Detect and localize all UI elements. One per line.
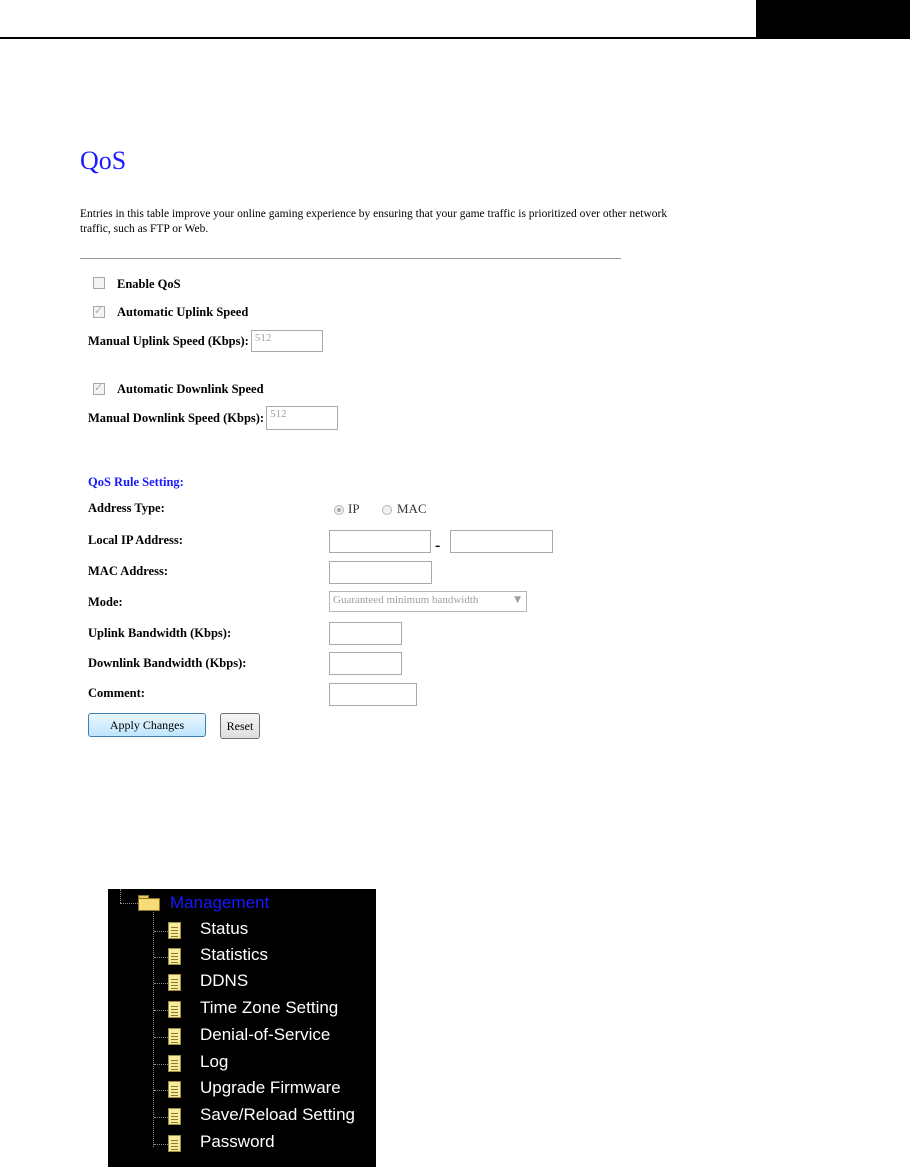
local-ip-start-input[interactable] xyxy=(329,530,431,553)
document-icon xyxy=(168,1055,181,1072)
local-ip-end-input[interactable] xyxy=(450,530,553,553)
uplink-bandwidth-input[interactable] xyxy=(329,622,402,645)
document-icon xyxy=(168,948,181,965)
document-icon xyxy=(168,922,181,939)
mac-address-label: MAC Address: xyxy=(88,564,168,578)
apply-changes-button[interactable]: Apply Changes xyxy=(88,713,206,737)
folder-icon xyxy=(138,895,160,910)
downlink-bandwidth-label: Downlink Bandwidth (Kbps): xyxy=(88,656,247,670)
enable-qos-checkbox[interactable] xyxy=(93,277,105,289)
manual-uplink-row xyxy=(88,330,323,352)
downlink-bandwidth-input[interactable] xyxy=(329,652,402,675)
document-icon xyxy=(168,1001,181,1018)
menu-item-upgrade-firmware[interactable] xyxy=(154,1078,374,1104)
menu-item-label: DDNS xyxy=(200,971,249,990)
address-type-mac-radio[interactable] xyxy=(382,505,392,515)
ip-range-separator: - xyxy=(435,537,441,554)
rule-section-title: QoS Rule Setting: xyxy=(88,475,184,489)
address-type-ip-radio[interactable] xyxy=(334,505,344,515)
menu-root-management[interactable]: Management xyxy=(170,893,270,912)
management-menu-tree xyxy=(108,889,376,1167)
menu-item-status[interactable] xyxy=(154,919,374,945)
enable-qos-label: Enable QoS xyxy=(117,277,181,291)
menu-item-log[interactable] xyxy=(154,1052,374,1078)
auto-downlink-checkbox[interactable] xyxy=(93,383,105,395)
menu-item-denial-of-service[interactable] xyxy=(154,1025,374,1051)
mode-select-value: Guaranteed minimum bandwidth xyxy=(333,594,479,606)
menu-item-label: Status xyxy=(200,919,249,938)
manual-uplink-label: Manual Uplink Speed (Kbps): xyxy=(88,333,249,348)
uplink-bandwidth-label: Uplink Bandwidth (Kbps): xyxy=(88,626,232,640)
manual-downlink-row xyxy=(88,406,338,430)
menu-item-password[interactable] xyxy=(154,1132,374,1158)
menu-item-label: Log xyxy=(200,1052,229,1071)
menu-item-label: Save/Reload Setting xyxy=(200,1105,355,1124)
manual-uplink-input[interactable]: 512 xyxy=(251,330,323,352)
menu-item-label: Password xyxy=(200,1132,275,1151)
document-icon xyxy=(168,1028,181,1045)
reset-button[interactable]: Reset xyxy=(220,713,260,739)
document-icon xyxy=(168,1108,181,1125)
menu-item-label: Statistics xyxy=(200,945,269,964)
menu-item-save-reload-setting[interactable] xyxy=(154,1105,374,1131)
comment-label: Comment: xyxy=(88,686,145,700)
auto-uplink-label: Automatic Uplink Speed xyxy=(117,305,249,319)
manual-downlink-label: Manual Downlink Speed (Kbps): xyxy=(88,410,265,425)
divider xyxy=(80,258,621,259)
mode-label: Mode: xyxy=(88,595,123,609)
document-icon xyxy=(168,1135,181,1152)
page-title: QoS xyxy=(80,146,127,175)
document-icon xyxy=(168,1081,181,1098)
menu-item-label: Time Zone Setting xyxy=(200,998,339,1017)
menu-item-statistics[interactable] xyxy=(154,945,374,971)
address-type-ip-label: IP xyxy=(348,501,360,516)
menu-item-ddns[interactable] xyxy=(154,971,374,997)
menu-item-label: Denial-of-Service xyxy=(200,1025,331,1044)
address-type-label: Address Type: xyxy=(88,501,165,515)
auto-downlink-label: Automatic Downlink Speed xyxy=(117,382,264,396)
address-type-mac-label: MAC xyxy=(397,501,427,516)
local-ip-label: Local IP Address: xyxy=(88,533,183,547)
header-block xyxy=(756,0,910,39)
menu-item-label: Upgrade Firmware xyxy=(200,1078,341,1097)
mode-select[interactable] xyxy=(329,591,527,612)
comment-input[interactable] xyxy=(329,683,417,706)
document-icon xyxy=(168,974,181,991)
menu-item-time-zone-setting[interactable] xyxy=(154,998,374,1024)
auto-uplink-checkbox[interactable] xyxy=(93,306,105,318)
manual-downlink-input[interactable]: 512 xyxy=(266,406,338,430)
mac-address-input[interactable] xyxy=(329,561,432,584)
chevron-down-icon: ▼ xyxy=(514,595,521,605)
intro-text: Entries in this table improve your online gaming experience by ensuring that your game traffic is prioritized over other network traffic, such as FTP or Web. xyxy=(80,208,668,235)
